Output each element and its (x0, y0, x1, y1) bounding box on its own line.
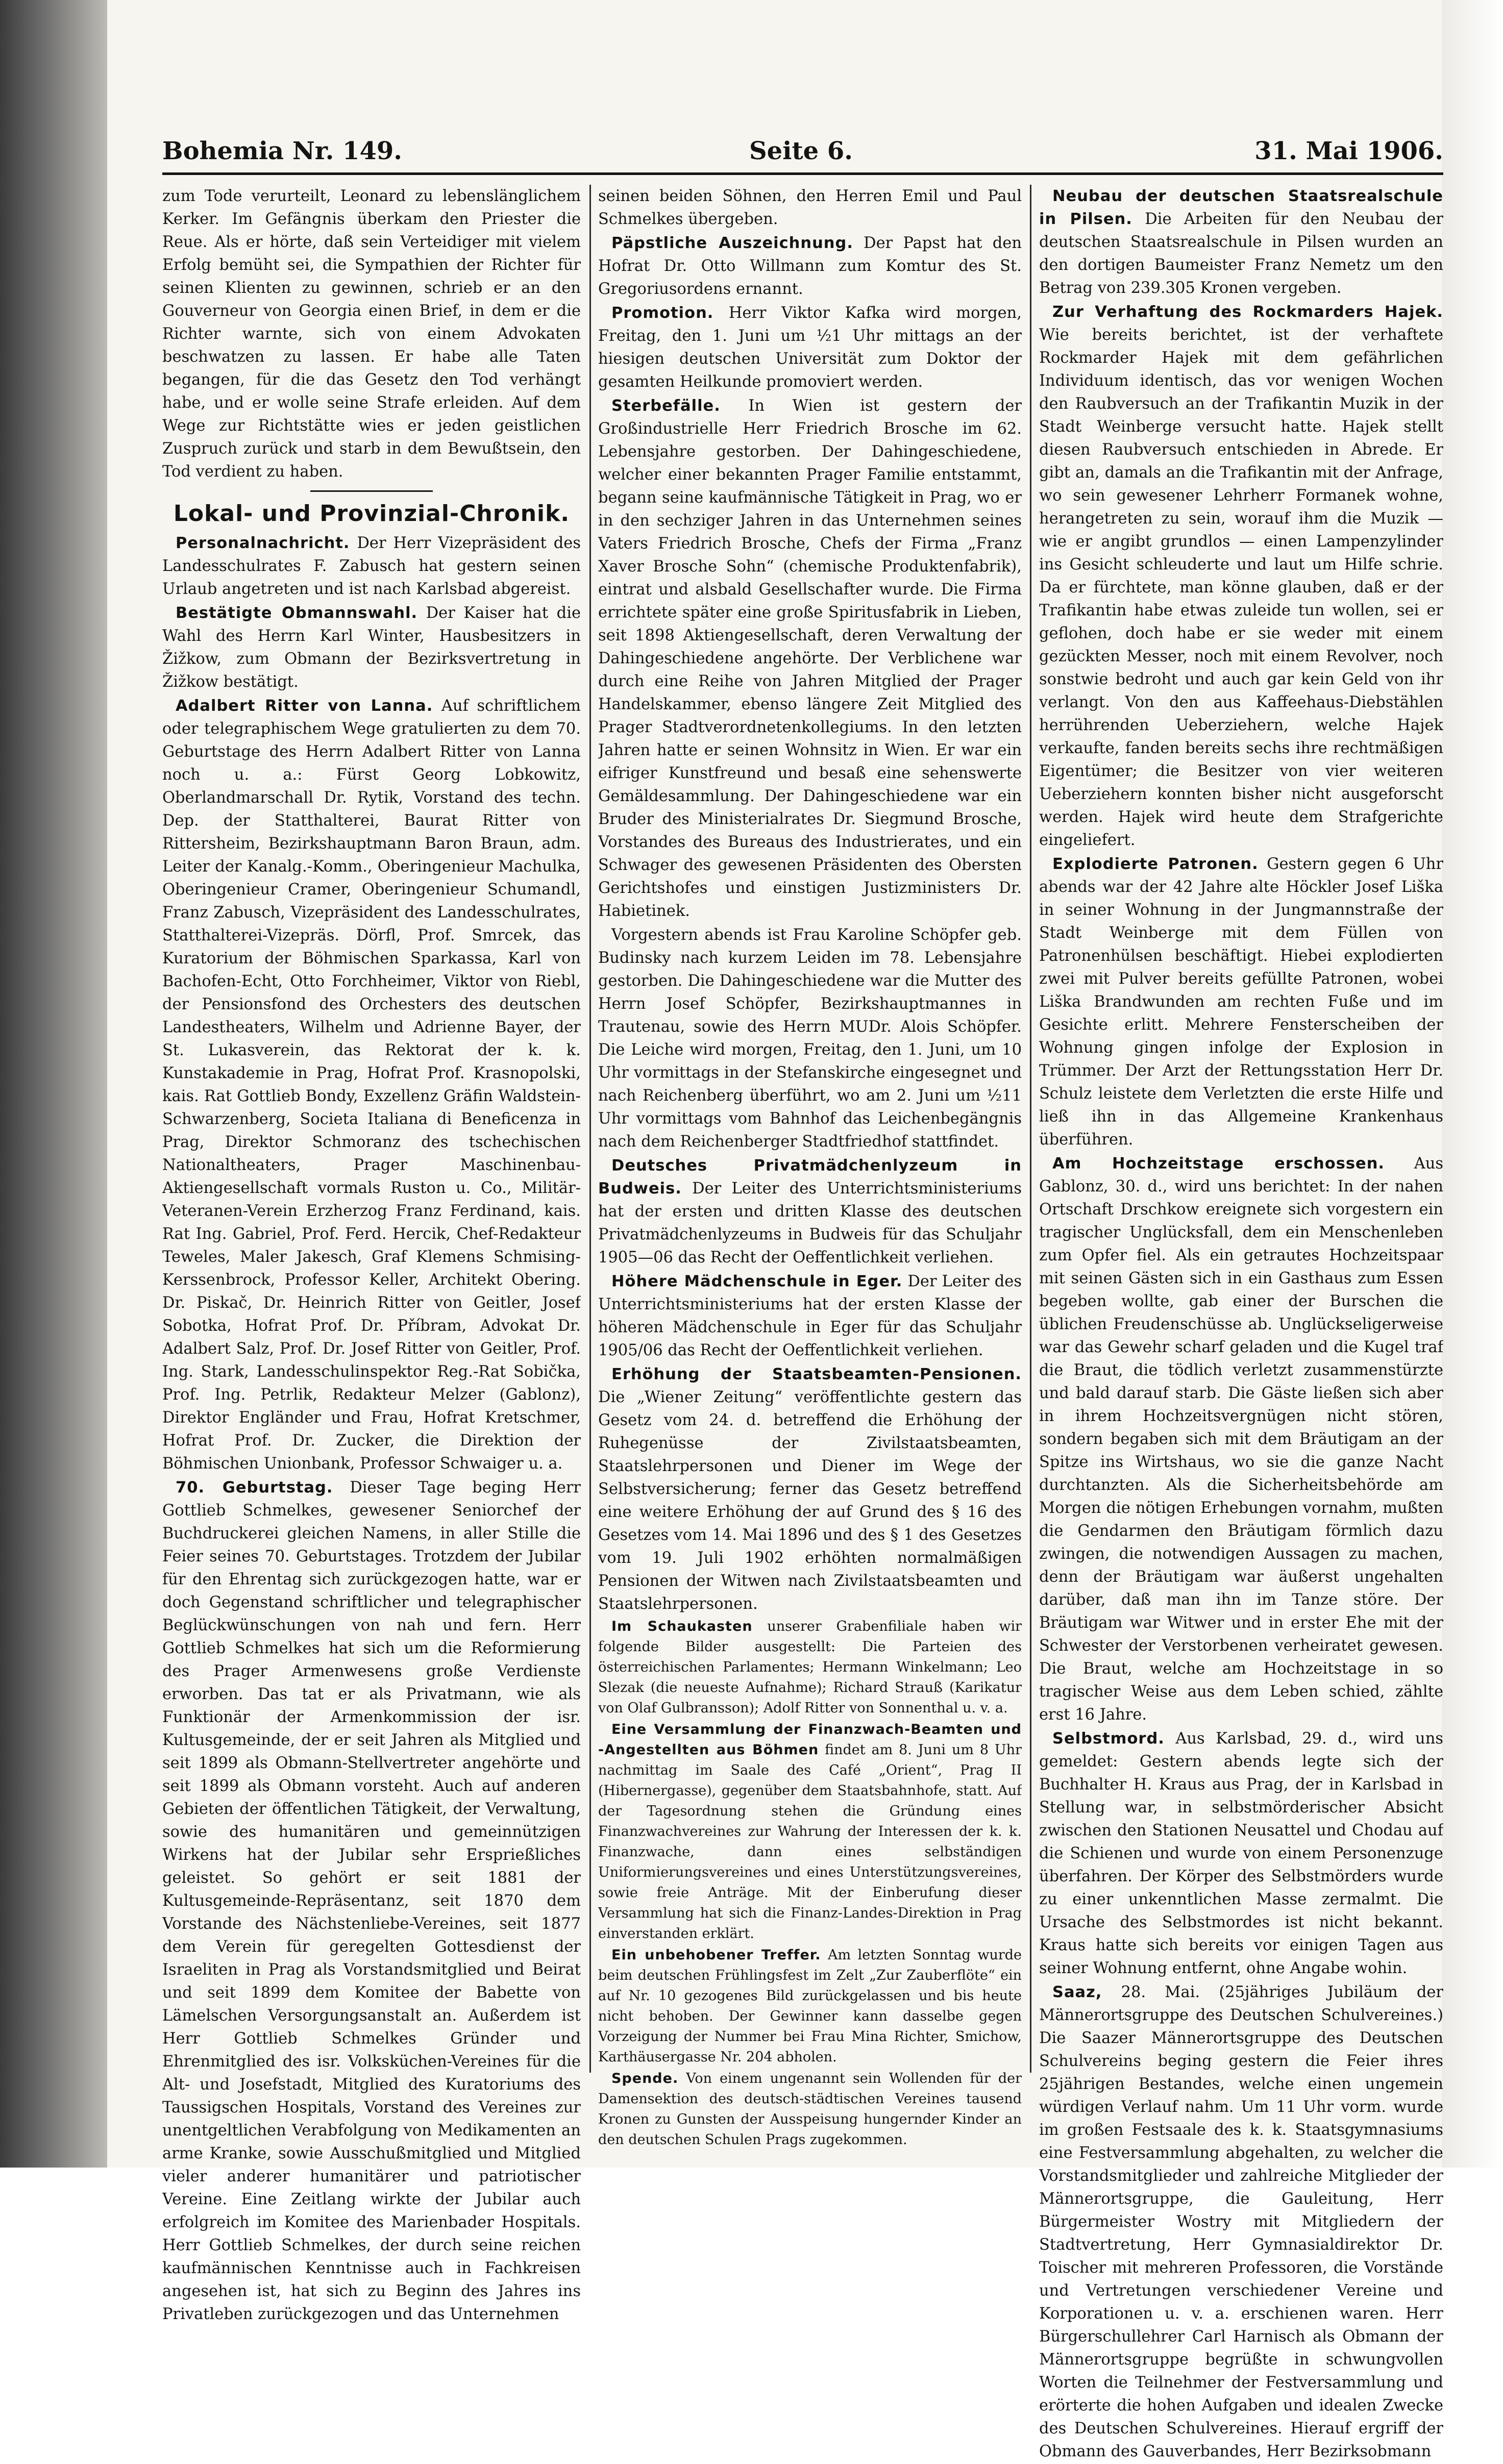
section-heading: Lokal- und Provinzial-Chronik. (173, 501, 570, 527)
news-item (1039, 1727, 1443, 1980)
news-item-text: Wie bereits berichtet, ist der verhaftete Rockmarder Hajek mit dem gefährlichen Individuum identisch, das vor wenigen Wochen den Raubversuch an der Trafikantin Muzik in der Stadt Weinberge versucht hatte. Hajek stellt diesen Raubversuch entschieden in Abrede. Er gibt an, damals an die Trafikantin mit der Anfrage, wo sein gewesener Lehrherr Formanek wohne, herangetreten zu sein, worauf ihm die Muzik — wie er angibt grundlos — einen Lampenzylinder ins Gesicht schleuderte und laut um Hilfe schrie. Da er fürchtete, man könne glauben, daß er der Trafikantin habe etwas zuleide tun wollen, sei er geflohen, doch habe er sie weder mit einem gezückten Messer, noch mit einem Revolver, noch sonstwie bedroht und auch gar kein Geld von ihr verlangt. Von den aus Kaffeehaus-Diebstählen herrührenden Ueberziehern, welche Hajek verkaufte, fanden bereits sechs ihre rechtmäßigen Eigentümer; die Besitzer von vier weiteren Ueberziehern konnten bisher nicht ausgeforscht werden. Hajek wird heute dem Strafgerichte eingeliefert. (1039, 326, 1443, 849)
news-item-text: Der Kaiser hat die Wahl des Herrn Karl Winter, Hausbesitzers in Žižkow, zum Obmann der Bezirksvertretung in Žižkow bestätigt. (162, 604, 581, 691)
news-item (1039, 1981, 1443, 2463)
news-item (598, 1363, 1022, 1615)
news-item (162, 602, 581, 693)
news-item (598, 394, 1022, 923)
news-item-text: Der Herr Vizepräsident des Landesschulrates F. Zabusch hat gestern seinen Urlaub angetreten und ist nach Karlsbad abgereist. (162, 534, 581, 598)
column-3 (1039, 185, 1443, 2464)
news-item-text: 28. Mai. (25jähriges Jubiläum der Männerortsgruppe des Deutschen Schulvereines.) Die Saazer Männerortsgruppe des Deutschen Schulvereins beging gestern die Feier ihres 25jährigen Bestandes, welche einen ungemein würdigen Verlauf nahm. Um 11 Uhr vorm. wurde im großen Festsaale des k. k. Staatsgymnasiums eine Festversammlung abgehalten, zu welcher die Vorstandsmitglieder und zahlreiche Mitglieder der Männerortsgruppe, die Gauleitung, Herr Bürgermeister Wostry mit Mitgliedern der Stadtvertretung, Herr Gymnasialdirektor Dr. Toischer mit mehreren Professoren, die Vorstände und Vertretungen verschiedener Vereine und Korporationen u. v. a. erschienen waren. Herr Bürgerschullehrer Carl Harnisch als Obmann der Männerortsgruppe begrüßte in schwungvollen Worten die Teilnehmer der Festversammlung und erörterte die hohen Aufgaben und idealen Zwecke des Deutschen Schulvereines. Hierauf ergriff der Obmann des Gauverbandes, Herr Bezirksobmann (1039, 1983, 1443, 2460)
news-item-title: Päpstliche Auszeichnung. (611, 234, 853, 252)
news-item-title: Höhere Mädchenschule in Eger. (611, 1273, 903, 1290)
news-item-title: Spende. (611, 2071, 679, 2086)
news-item (1039, 301, 1443, 852)
news-item-text: Aus Gablonz, 30. d., wird uns berichtet: In der nahen Ortschaft Drschkow ereignete sich vorgestern ein tragischer Unglücksfall, dem ein Menschenleben zum Opfer fiel. Als ein getrautes Hochzeitspaar mit seinen Gästen sich in ein Gasthaus zum Essen begeben wollte, gab einer der Burschen die üblichen Freudenschüsse ab. Unglückseligerweise war das Gewehr scharf geladen und die Kugel traf die Braut, die tödlich verletzt zusammenstürzte und bald darauf starb. Die Gäste ließen sich aber in ihrem Hochzeitsvergnügen nicht stören, sondern begaben sich mit dem Bräutigam an der Spitze ins Wirtshaus, wo sie die ganze Nacht durchtanzten. Als die Sicherheitsbehörde am Morgen die nötigen Erhebungen vornahm, mußten die Gendarmen den Bräutigam förmlich dazu zwingen, die notwendigen Aussagen zu machen, denn der Bräutigam war äußerst ungehalten darüber, daß man ihn im Tanze störe. Der Bräutigam war Witwer und in erster Ehe mit der Schwester der Verstorbenen verheiratet gewesen. Die Braut, welche am Hochzeitstage in so tragischer Weise aus dem Leben schied, zählte erst 16 Jahre. (1039, 1155, 1443, 1724)
news-item (598, 1720, 1022, 1944)
news-item-text: Von einem ungenannt sein Wollenden für der Damensektion des deutsch-städtischen Vereines tausend Kronen zu Gunsten der Ausspeisung hungernder Kinder an den deutschen Schulen Prags zugekommen. (598, 2071, 1022, 2148)
news-item-title: Deutsches Privatmädchenlyzeum in Budweis. (598, 1157, 1022, 1198)
header-rule (162, 172, 1443, 175)
news-item-text: Der Leiter des Unterrichtsministeriums hat der ersten Klasse der höheren Mädchenschule in Eger für das Schuljahr 1905/06 das Recht der Oeffentlichkeit verliehen. (598, 1273, 1022, 1359)
header-page-number: Seite 6. (749, 137, 853, 165)
news-item-title: Ein unbehobener Treffer. (611, 1947, 821, 1963)
column-1 (162, 185, 581, 2327)
news-item-title: Erhöhung der Staatsbeamten-Pensionen. (611, 1365, 1022, 1383)
news-item-text: In Wien ist gestern der Großindustrielle Herr Friedrich Brosche im 62. Lebensjahre gestorben. Der Dahingeschiedene, welcher einer bekannten Prager Familie entstammt, begann seine kaufmännische Tätigkeit in Prag, wo er in den sechziger Jahren in das Unternehmen seines Vaters Friedrich Brosche, Chefs der Firma „Franz Xaver Brosche Sohn“ (chemische Produktenfabrik), eintrat und alsbald Gesellschafter wurde. Die Firma errichtete später eine große Spiritusfabrik in Lieben, seit 1898 Aktiengesellschaft, deren Verwaltung der Dahingeschiedene angehörte. Der Verblichene war durch eine Reihe von Jahren Mitglied der Prager Handelskammer, ebenso längere Zeit Mitglied des Prager Stadtverordnetenkollegiums. In den letzten Jahren hatte er seinen Wohnsitz in Wien. Er war ein eifriger Kunstfreund und besaß eine sehenswerte Gemäldesammlung. Der Dahingeschiedene war ein Bruder des Ministerialrates Dr. Siegmund Brosche, Vorstandes des Bureaus des Industrierates, und ein Schwager des gewesenen Präsidenten des Obersten Gerichtshofes und einstigen Justizministers Dr. Habietinek. (598, 397, 1022, 920)
news-item (598, 302, 1022, 393)
book-binding-shadow (0, 0, 107, 2168)
news-item (598, 1270, 1022, 1362)
news-item (598, 1945, 1022, 2068)
news-item (162, 1476, 581, 2326)
news-item-title: Eine Versammlung der Finanzwach-Beamten und -Angestellten aus Böhmen (598, 1722, 1022, 1758)
news-item (1039, 853, 1443, 1151)
news-item-text: Die „Wiener Zeitung“ veröffentlichte gestern das Gesetz vom 24. d. betreffend die Erhöhung der Ruhegenüsse der Zivilstaatsbeamten, Staatslehrpersonen und Diener im Wege der Selbstversicherung; ferner das Gesetz betreffend eine weitere Erhöhung der auf Grund des § 16 des Gesetzes vom 14. Mai 1896 und des § 1 des Gesetzes vom 19. Juli 1902 erhöhten normalmäßigen Pensionen der Witwen nach Zivilstaatsbeamten und Staatslehrpersonen. (598, 1388, 1022, 1613)
news-item (598, 2069, 1022, 2150)
news-item-title: 70. Geburtstag. (176, 1479, 333, 1497)
news-item-title: Zur Verhaftung des Rockmarders Hajek. (1052, 303, 1443, 321)
news-item (162, 694, 581, 1475)
news-item-title: Im Schaukasten (611, 1619, 753, 1634)
news-item (1039, 1152, 1443, 1726)
news-item-title: Neubau der deutschen Staatsrealschule in Pilsen. (1039, 187, 1443, 228)
news-item-text: Der Papst hat den Hofrat Dr. Otto Willmann zum Komtur des St. Gregoriusordens ernannt. (598, 234, 1022, 298)
news-item-text: Die Arbeiten für den Neubau der deutschen Staatsrealschule in Pilsen wurden an den dortigen Baumeister Franz Nemetz um den Betrag von 239.305 Kronen vergeben. (1039, 210, 1443, 297)
news-item-text: Vorgestern abends ist Frau Karoline Schöpfer geb. Budinsky nach kurzem Leiden im 78. Lebensjahre gestorben. Die Dahingeschiedene war die Mutter des Herrn Josef Schöpfer, Bezirkshauptmannes in Trautenau, sowie des Herrn MUDr. Alois Schöpfer. Die Leiche wird morgen, Freitag, den 1. Juni, um 10 Uhr vormittags in der Stefanskirche eingesegnet und nach Reichenberg überführt, wo am 2. Juni um ½11 Uhr vormittags vom Bahnhof das Leichenbegängnis nach dem Reichenberger Stadtfriedhof stattfindet. (598, 926, 1022, 1151)
news-item (598, 232, 1022, 301)
news-item-title: Personalnachricht. (176, 534, 350, 552)
news-item-title: Sterbefälle. (611, 397, 721, 415)
article-continuation: seinen beiden Söhnen, den Herren Emil und Paul Schmelkes übergeben. (598, 187, 1022, 228)
article-continuation: zum Tode verurteilt, Leonard zu lebenslänglichem Kerker. Im Gefängnis überkam den Priester die Reue. Als er hörte, daß sein Verteidiger mit vielem Erfolg bemüht sei, die Sympathien der Richter für seinen Klienten zu gewinnen, schrieb er an den Gouverneur von Georgia einen Brief, in dem er die Richter warnte, sich von einem Advokaten beschwatzen zu lassen. Er habe alle Taten begangen, für die das Gesetz den Tod verhängt habe, und er wolle seine Strafe erleiden. Auf dem Wege zur Richtstätte wies er jeden geistlichen Zuspruch zurück und starb in dem Bewußtsein, den Tod verdient zu haben. (162, 187, 581, 481)
news-item-text: Herr Viktor Kafka wird morgen, Freitag, den 1. Juni um ½1 Uhr mittags an der hiesigen deutschen Universität zum Doktor der gesamten Heilkunde promoviert werden. (598, 304, 1022, 391)
news-item (598, 1154, 1022, 1269)
column-divider-1 (589, 185, 591, 2073)
news-item (162, 532, 581, 601)
news-item-title: Bestätigte Obmannswahl. (176, 604, 418, 622)
news-item-title: Adalbert Ritter von Lanna. (176, 697, 433, 715)
news-item-text: unserer Grabenfiliale haben wir folgende Bilder ausgestellt: Die Parteien des österreichischen Parlamentes; Hermann Winkelmann; Leo Slezak (die neueste Aufnahme); Richard Strauß (Karikatur von Olaf Gulbransson); Adolf Ritter von Sonnenthal u. v. a. (598, 1619, 1022, 1716)
news-item-title: Selbstmord. (1052, 1730, 1165, 1748)
column-2 (598, 185, 1022, 2151)
news-item-text: findet am 8. Juni um 8 Uhr nachmittag im Saale des Café „Orient“, Prag II (Hibernergasse), gegenüber dem Staatsbahnhofe, statt. Auf der Tagesordnung stehen die Gründung eines Finanzwachvereines zur Wahrung der Interessen der k. k. Finanzwache, dann eines selbständigen Uniformierungsvereines und eines Unterstützungsvereines, sowie freie Anträge. Mit der Einberufung dieser Versammlung hat sich die Finanz-Landes-Direktion in Prag einverstanden erklärt. (598, 1742, 1022, 1942)
news-item-title: Explodierte Patronen. (1052, 855, 1259, 873)
news-item-title: Promotion. (611, 304, 714, 322)
news-item-text: Dieser Tage beging Herr Gottlieb Schmelkes, gewesener Seniorchef der Buchdruckerei gleichen Namens, in aller Stille die Feier seines 70. Geburtstages. Trotzdem der Jubilar für den Ehrentag sich zurückgezogen hatte, war er doch Gegenstand schriftlicher und telegraphischer Beglückwünschungen von nah und fern. Herr Gottlieb Schmelkes hat sich um die Reformierung des Prager Armenwesens große Verdienste erworben. Das tat er als Privatmann, wie als Funktionär der Armenkommission der isr. Kultusgemeinde, der er seit Jahren als Mitglied und seit 1899 als Obmann-Stellvertreter angehörte und seit 1899 als Obmann vorsteht. Auch auf anderen Gebieten der öffentlichen Tätigkeit, der Verwaltung, sowie des humanitären und gemeinnützigen Wirkens hat der Jubilar sehr Ersprießliches geleistet. So gehört er seit 1881 der Kultusgemeinde-Repräsentanz, seit 1870 dem Vorstande des Nächstenliebe-Vereines, seit 1877 dem Verein für geregelten Gottesdienst der Israeliten in Prag als Vorstandsmitglied und Beirat und seit 1899 dem Komitee der Babette von Lämelschen Versorgungsanstalt an. Außerdem ist Herr Gottlieb Schmelkes Gründer und Ehrenmitglied des isr. Volksküchen-Vereines für die Alt- und Josefstadt, Mitglied des Kuratoriums des Taussigschen Hospitals, Vorstand des Vereines zur unentgeltlichen Verabfolgung von Medikamenten an arme Kranke, sowie Ausschußmitglied und Mitglied vieler anderer humanitärer und patriotischer Vereine. Eine Zeitlang wirkte der Jubilar auch erfolgreich im Komitee des Marienbader Hospitals. Herr Gottlieb Schmelkes, der durch seine reichen kaufmännischen Kenntnisse auch in Fachkreisen angesehen ist, hat sich zu Beginn des Jahres ins Privatleben zurückgezogen und das Unternehmen (162, 1479, 581, 2323)
news-item-text: Auf schriftlichem oder telegraphischem Wege gratulierten zu dem 70. Geburtstage des Herrn Adalbert Ritter von Lanna noch u. a.: Fürst Georg Lobkowitz, Oberlandmarschall Dr. Rytik, Vorstand des techn. Dep. der Statthalterei, Baurat Ritter von Rittersheim, Bezirkshauptmann Baron Braun, adm. Leiter der Kanalg.-Komm., Oberingenieur Machulka, Oberingenieur Cramer, Oberingenieur Schumandl, Franz Zabusch, Vizepräsident des Landesschulrates, Statthalterei-Vizepräs. Dörfl, Prof. Smrcek, das Kuratorium der Böhmischen Sparkassa, Karl von Bachofen-Echt, Otto Forchheimer, Viktor von Riebl, der Pensionsfond des Orchesters des deutschen Landestheaters, Wilhelm und Adrienne Bayer, der St. Lukasverein, das Rektorat der k. k. Kunstakademie in Prag, Hofrat Prof. Krasnopolski, kais. Rat Gottlieb Bondy, Exzellenz Gräfin Waldstein-Schwarzenberg, Societa Italiana di Beneficenza in Prag, Direktor Schmoranz des tschechischen Nationaltheaters, Prager Maschinenbau-Aktiengesellschaft vormals Ruston u. Co., Militär-Veteranen-Verein Erzherzog Franz Ferdinand, kais. Rat Ing. Gabriel, Prof. Ferd. Hercik, Chef-Redakteur Teweles, Maler Jakesch, Graf Klemens Schmising-Kerssenbrock, Professor Keller, Architekt Obering. Dr. Piskač, Dr. Heinrich Ritter von Geitler, Josef Sobotka, Hofrat Prof. Dr. Příbram, Advokat Dr. Adalbert Salz, Prof. Dr. Josef Ritter von Geitler, Prof. Ing. Stark, Landesschulinspektor Reg.-Rat Sobička, Prof. Ing. Petrlik, Redakteur Melzer (Gablonz), Direktor Engländer und Frau, Hofrat Kretschmer, Hofrat Prof. Dr. Zucker, die Direktion der Böhmischen Unionbank, Professor Schwaiger u. a. (162, 697, 581, 1473)
small-print-block (598, 1616, 1022, 2150)
news-item-text: Gestern gegen 6 Uhr abends war der 42 Jahre alte Höckler Josef Liška in seiner Wohnung in der Jungmannstraße der Stadt Weinberge mit dem Füllen von Patronenhülsen beschäftigt. Hiebei explodierten zwei mit Pulver bereits gefüllte Patronen, wobei Liška Brandwunden am rechten Fuße und im Gesichte erlitt. Mehrere Fensterscheiben der Wohnung gingen infolge der Explosion in Trümmer. Der Arzt der Rettungsstation Herr Dr. Schulz leistete dem Verletzten die erste Hilfe und ließ ihn in das Allgemeine Krankenhaus überführen. (1039, 855, 1443, 1149)
news-item-text: Der Leiter des Unterrichtsministeriums hat der ersten und dritten Klasse des deutschen Privatmädchenlyzeums in Budweis für das Schuljahr 1905—06 das Recht der Oeffentlichkeit verliehen. (598, 1180, 1022, 1266)
news-item (1039, 185, 1443, 300)
page-edge (1442, 0, 1503, 2168)
section-separator (310, 490, 433, 492)
column-divider-2 (1030, 185, 1031, 2073)
news-item (598, 1616, 1022, 1719)
page-header (162, 137, 1443, 172)
header-publication: Bohemia Nr. 149. (162, 137, 402, 165)
news-item-text: Am letzten Sonntag wurde beim deutschen Frühlingsfest im Zelt „Zur Zauberflöte“ ein auf Nr. 10 gezogenes Bild zurückgelassen und bis heute nicht behoben. Der Gewinner kann dasselbe gegen Vorzeigung der Nummer bei Frau Mina Richter, Smichow, Karthäusergasse Nr. 204 abholen. (598, 1947, 1022, 2065)
header-date: 31. Mai 1906. (1254, 137, 1443, 165)
news-item-title: Am Hochzeitstage erschossen. (1052, 1155, 1385, 1173)
news-item-title: Saaz, (1052, 1983, 1102, 2001)
news-item-text: Aus Karlsbad, 29. d., wird uns gemeldet: Gestern abends legte sich der Buchhalter H. Kraus aus Prag, der in Karlsbad in Stellung war, in selbstmörderischer Absicht zwischen den Stationen Neusattel und Chodau auf die Schienen und wurde von einem Personenzuge überfahren. Der Körper des Selbstmörders wurde zu einer unkenntlichen Masse zermalmt. Die Ursache des Selbstmordes ist nicht bekannt. Kraus hatte sich bereits vor einigen Tagen aus seiner Wohnung entfernt, ohne Angabe wohin. (1039, 1730, 1443, 1977)
